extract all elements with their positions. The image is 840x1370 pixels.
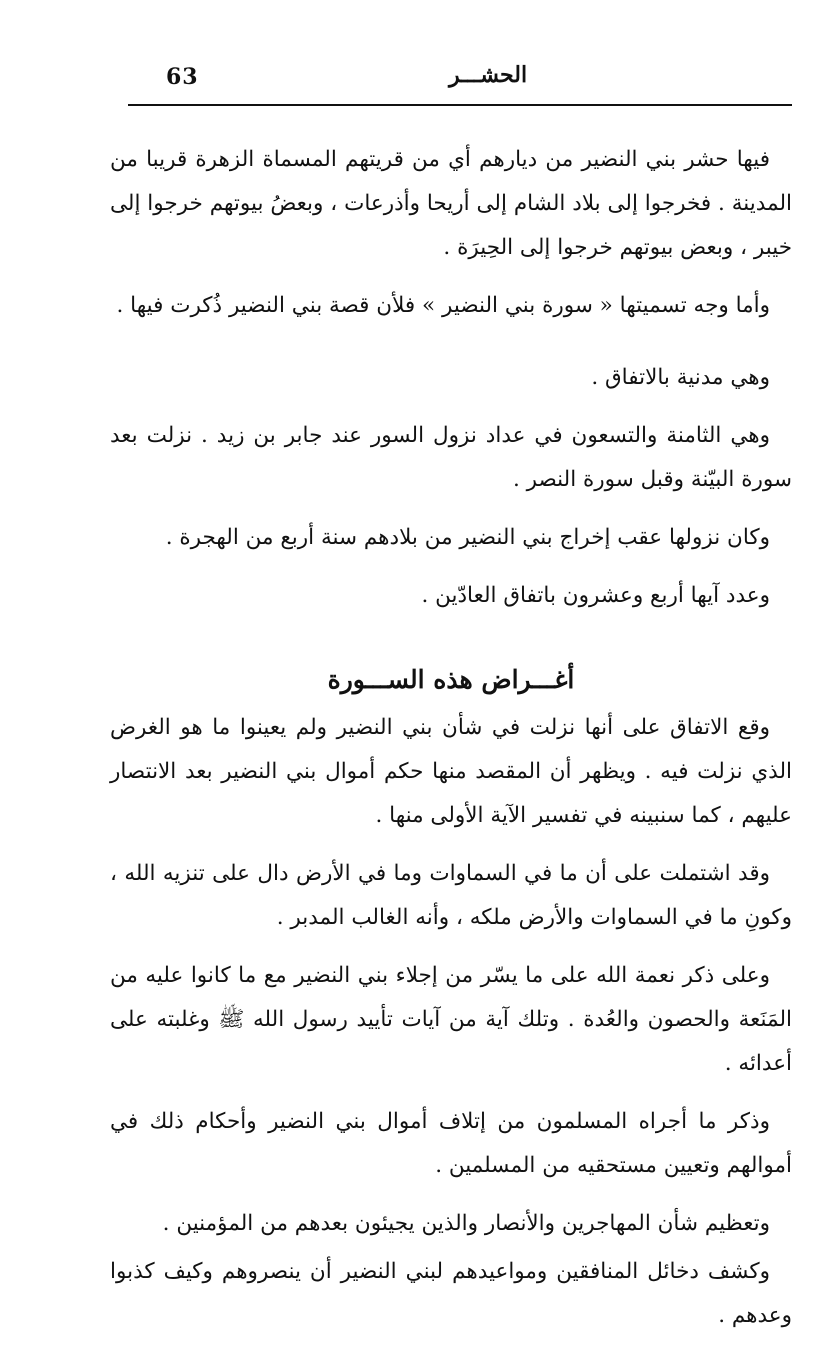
intro-paragraph-2: وأما وجه تسميتها « سورة بني النضير » فلأن قصة بني النضير ذُكرت فيها . — [116, 293, 770, 318]
section-paragraph-3: وعلى ذكر نعمة الله على ما يسّر من إجلاء بني النضير مع ما كانوا عليه من المَنَعة والحصون والعُدة . وتلك آية من آيات تأييد رسول الله ﷺ وغلبته على أعدائه . — [110, 963, 792, 1076]
header-rule — [128, 104, 792, 106]
intro-paragraph-1: فيها حشر بني النضير من ديارهم أي من قريتهم المسماة الزهرة قريبا من المدينة . فخرجوا إلى بلاد الشام إلى أريحا وأذرعات ، وبعضُ بيوتهم خرجوا إلى خيبر ، وبعض بيوتهم خرجوا إلى الحِيرَة . — [110, 147, 792, 260]
section-paragraph-1: وقع الاتفاق على أنها نزلت في شأن بني النضير ولم يعينوا ما هو الغرض الذي نزلت فيه . ويظهر أن المقصد منها حكم أموال بني النضير بعد الانتصار عليهم ، كما سنبينه في تفسير الآية الأولى منها . — [110, 715, 792, 828]
page-number: 63 — [166, 64, 199, 90]
intro-paragraph-5: وكان نزولها عقب إخراج بني النضير من بلادهم سنة أربع من الهجرة . — [165, 525, 770, 550]
section-heading: أغـــراض هذه الســـورة — [327, 665, 575, 694]
section-paragraph-2: وقد اشتملت على أن ما في السماوات وما في الأرض دال على تنزيه الله ، وكونِ ما في السماوات والأرض ملكه ، وأنه الغالب المدبر . — [110, 861, 792, 930]
section-paragraph-6: وكشف دخائل المنافقين ومواعيدهم لبني النضير أن ينصروهم وكيف كذبوا وعدهم . — [110, 1259, 792, 1328]
intro-paragraph-6: وعدد آيها أربع وعشرون باتفاق العادّين . — [421, 583, 770, 608]
running-header — [128, 62, 792, 100]
intro-paragraph-4: وهي الثامنة والتسعون في عداد نزول السور عند جابر بن زيد . نزلت بعد سورة البيّنة وقبل سورة النصر . — [110, 423, 792, 492]
intro-paragraph-3: وهي مدنية بالاتفاق . — [591, 365, 770, 390]
running-header-title: الحشـــر — [448, 62, 528, 88]
section-paragraph-5: وتعظيم شأن المهاجرين والأنصار والذين يجيئون بعدهم من المؤمنين . — [162, 1211, 770, 1236]
section-paragraph-4: وذكر ما أجراه المسلمون من إتلاف أموال بني النضير وأحكام ذلك في أموالهم وتعيين مستحقيه من المسلمين . — [110, 1109, 792, 1178]
page-body — [110, 138, 792, 1338]
